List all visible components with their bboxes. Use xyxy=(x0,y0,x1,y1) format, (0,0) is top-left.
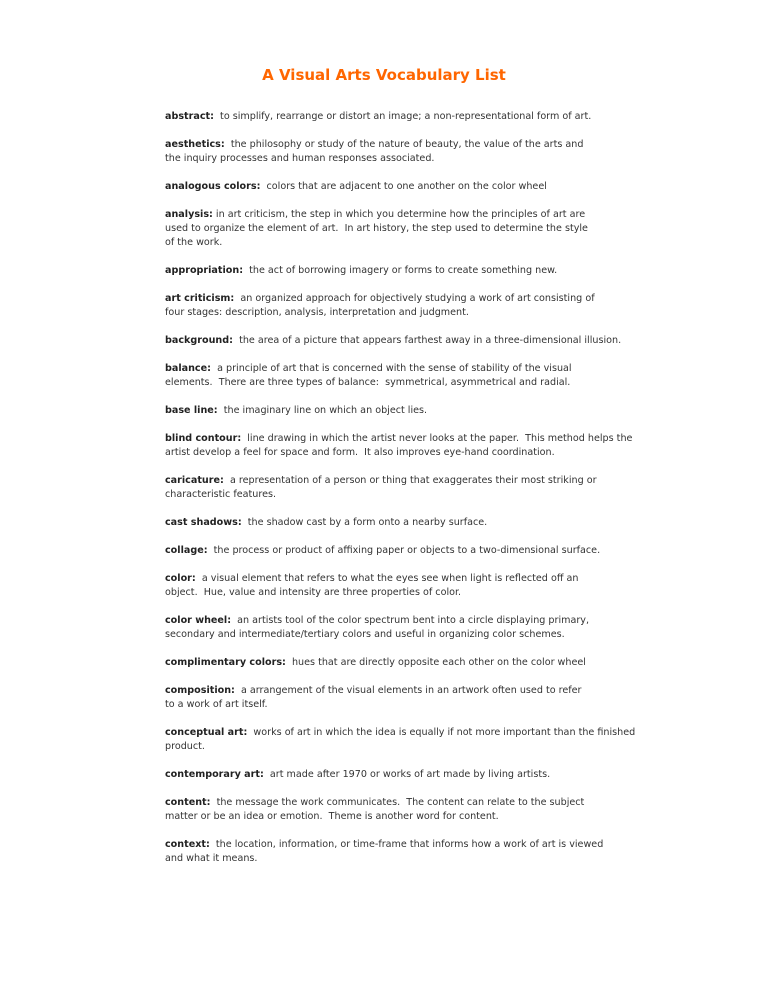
vocabulary-definition-line: the imaginary line on which an object lies. xyxy=(217,405,428,416)
vocabulary-definition-line: matter or be an idea or emotion. Theme is another word for content. xyxy=(165,811,499,822)
vocabulary-entry xyxy=(165,684,725,712)
vocabulary-definition-line: the act of borrowing imagery or forms to create something new. xyxy=(243,265,558,276)
vocabulary-entry xyxy=(165,838,725,866)
vocabulary-definition-line: product. xyxy=(165,741,205,752)
vocabulary-term: color: xyxy=(165,573,196,584)
vocabulary-term: art criticism: xyxy=(165,293,235,304)
vocabulary-term: balance: xyxy=(165,363,211,374)
vocabulary-entry xyxy=(165,334,725,348)
vocabulary-term: background: xyxy=(165,335,233,346)
vocabulary-entry xyxy=(165,614,725,642)
vocabulary-term: blind contour: xyxy=(165,433,242,444)
vocabulary-entry xyxy=(165,180,725,194)
vocabulary-entry xyxy=(165,432,725,460)
vocabulary-definition-line: elements. There are three types of balance: symmetrical, asymmetrical and radial. xyxy=(165,377,571,388)
vocabulary-definition-line: the philosophy or study of the nature of beauty, the value of the arts and xyxy=(224,139,584,150)
vocabulary-definition-line: hues that are directly opposite each other on the color wheel xyxy=(285,657,586,668)
vocabulary-entry xyxy=(165,768,725,782)
vocabulary-definition-line: a arrangement of the visual elements in an artwork often used to refer xyxy=(234,685,582,696)
vocabulary-term: color wheel: xyxy=(165,615,232,626)
vocabulary-list xyxy=(165,110,725,880)
vocabulary-term: contemporary art: xyxy=(165,769,264,780)
vocabulary-term: conceptual art: xyxy=(165,727,248,738)
vocabulary-entry xyxy=(165,110,725,124)
vocabulary-definition-line: used to organize the element of art. In art history, the step used to determine the style xyxy=(165,223,588,234)
vocabulary-definition-line: art made after 1970 or works of art made by living artists. xyxy=(263,769,551,780)
vocabulary-definition-line: a principle of art that is concerned with the sense of stability of the visual xyxy=(210,363,572,374)
vocabulary-entry xyxy=(165,138,725,166)
vocabulary-definition-line: colors that are adjacent to one another on the color wheel xyxy=(260,181,547,192)
vocabulary-term: collage: xyxy=(165,545,208,556)
vocabulary-term: caricature: xyxy=(165,475,224,486)
vocabulary-term: aesthetics: xyxy=(165,139,225,150)
vocabulary-entry xyxy=(165,544,725,558)
vocabulary-definition-line: works of art in which the idea is equally if not more important than the finished xyxy=(247,727,636,738)
vocabulary-definition-line: the inquiry processes and human responses associated. xyxy=(165,153,435,164)
vocabulary-definition-line: an organized approach for objectively studying a work of art consisting of xyxy=(234,293,595,304)
vocabulary-term: abstract: xyxy=(165,111,214,122)
vocabulary-entry xyxy=(165,516,725,530)
vocabulary-definition-line: the process or product of affixing paper or objects to a two-dimensional surface. xyxy=(207,545,601,556)
vocabulary-entry xyxy=(165,292,725,320)
vocabulary-entry xyxy=(165,362,725,390)
vocabulary-definition-line: the location, information, or time-frame that informs how a work of art is viewed xyxy=(209,839,604,850)
vocabulary-definition-line: an artists tool of the color spectrum bent into a circle displaying primary, xyxy=(231,615,590,626)
document-title: A Visual Arts Vocabulary List xyxy=(262,66,506,84)
vocabulary-definition-line: secondary and intermediate/tertiary colors and useful in organizing color schemes. xyxy=(165,629,565,640)
vocabulary-definition-line: four stages: description, analysis, interpretation and judgment. xyxy=(165,307,469,318)
vocabulary-definition-line: to simplify, rearrange or distort an image; a non-representational form of art. xyxy=(213,111,592,122)
vocabulary-term: composition: xyxy=(165,685,235,696)
vocabulary-definition-line: in art criticism, the step in which you determine how the principles of art are xyxy=(212,209,586,220)
vocabulary-term: cast shadows: xyxy=(165,517,242,528)
vocabulary-definition-line: a representation of a person or thing that exaggerates their most striking or xyxy=(223,475,597,486)
vocabulary-definition-line: the message the work communicates. The content can relate to the subject xyxy=(210,797,585,808)
vocabulary-definition-line: to a work of art itself. xyxy=(165,699,268,710)
vocabulary-term: analysis: xyxy=(165,209,213,220)
vocabulary-definition-line: artist develop a feel for space and form. It also improves eye-hand coordination. xyxy=(165,447,555,458)
vocabulary-term: analogous colors: xyxy=(165,181,261,192)
vocabulary-entry xyxy=(165,474,725,502)
vocabulary-term: context: xyxy=(165,839,210,850)
vocabulary-definition-line: the area of a picture that appears farthest away in a three-dimensional illusion. xyxy=(232,335,622,346)
vocabulary-entry xyxy=(165,726,725,754)
vocabulary-entry xyxy=(165,796,725,824)
vocabulary-term: appropriation: xyxy=(165,265,244,276)
vocabulary-definition-line: of the work. xyxy=(165,237,223,248)
vocabulary-term: complimentary colors: xyxy=(165,657,286,668)
vocabulary-definition-line: characteristic features. xyxy=(165,489,277,500)
vocabulary-entry xyxy=(165,208,725,250)
vocabulary-entry xyxy=(165,572,725,600)
vocabulary-term: content: xyxy=(165,797,211,808)
vocabulary-definition-line: line drawing in which the artist never looks at the paper. This method helps the xyxy=(241,433,633,444)
vocabulary-entry xyxy=(165,656,725,670)
vocabulary-definition-line: and what it means. xyxy=(165,853,258,864)
vocabulary-entry xyxy=(165,264,725,278)
vocabulary-definition-line: object. Hue, value and intensity are three properties of color. xyxy=(165,587,462,598)
vocabulary-term: base line: xyxy=(165,405,218,416)
vocabulary-definition-line: the shadow cast by a form onto a nearby surface. xyxy=(241,517,488,528)
vocabulary-definition-line: a visual element that refers to what the eyes see when light is reflected off an xyxy=(195,573,579,584)
vocabulary-entry xyxy=(165,404,725,418)
